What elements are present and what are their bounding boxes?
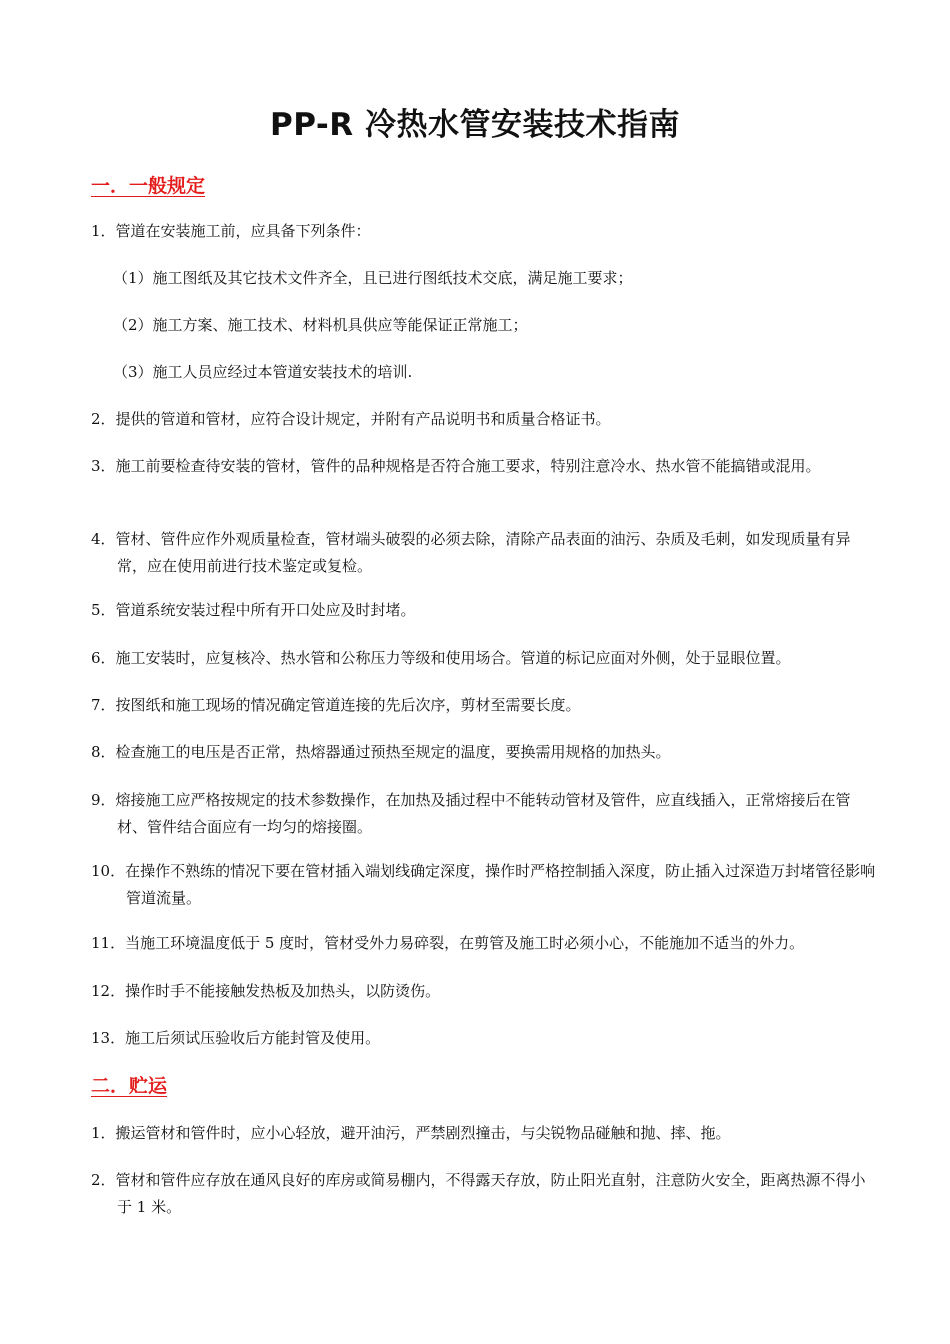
- item-number: 8．: [91, 743, 116, 761]
- section-heading-general: 一．一般规定: [91, 175, 206, 197]
- list-item: [91, 739, 871, 766]
- item-number: 9．: [91, 791, 116, 809]
- item-text: 施工后须试压验收后方能封管及使用。: [125, 1029, 381, 1047]
- item-text: 搬运管材和管件时，应小心轻放，避开油污，严禁剧烈撞击，与尖锐物品碰触和抛、摔、拖。: [115, 1124, 731, 1142]
- item-number: 13．: [91, 1029, 126, 1047]
- item-text: 提供的管道和管材，应符合设计规定，并附有产品说明书和质量合格证书。: [115, 410, 611, 428]
- item-number: （3）: [113, 363, 153, 381]
- item-number: 1．: [91, 222, 116, 240]
- item-number: 2．: [91, 1171, 116, 1189]
- item-text: 按图纸和施工现场的情况确定管道连接的先后次序，剪材至需要长度。: [115, 696, 581, 714]
- list-item: [91, 692, 871, 719]
- sub-item: [113, 359, 873, 386]
- item-text: 施工前要检查待安装的管材，管件的品种规格是否符合施工要求，特别注意冷水、热水管不能搞错或混用。: [115, 457, 821, 475]
- item-text: 施工方案、施工技术、材料机具供应等能保证正常施工；: [152, 316, 528, 334]
- list-item: [91, 453, 871, 480]
- item-text: 施工图纸及其它技术文件齐全，且已进行图纸技术交底，满足施工要求；: [152, 269, 633, 287]
- list-item: [91, 787, 871, 841]
- item-text: 施工人员应经过本管道安装技术的培训.: [152, 363, 413, 381]
- list-item: [91, 930, 896, 957]
- item-text: 在操作不熟练的情况下要在管材插入端划线确定深度，操作时严格控制插入深度，防止插入过深造万封堵管径影响管道流量。: [125, 862, 876, 907]
- item-number: 2．: [91, 410, 116, 428]
- sub-item: [113, 312, 873, 339]
- section-heading-storage: 二．贮运: [91, 1075, 168, 1097]
- item-number: 12．: [91, 982, 126, 1000]
- item-number: （2）: [113, 316, 153, 334]
- item-text: 管材、管件应作外观质量检查，管材端头破裂的必须去除，清除产品表面的油污、杂质及毛刺，如发现质量有异常，应在使用前进行技术鉴定或复检。: [115, 530, 851, 575]
- item-number: 4．: [91, 530, 116, 548]
- list-item: [91, 858, 880, 912]
- document-title: PP-R 冷热水管安装技术指南: [270, 107, 680, 143]
- list-item: [91, 406, 871, 433]
- item-text: 熔接施工应严格按规定的技术参数操作，在加热及插过程中不能转动管材及管件，应直线插入，正常熔接后在管材、管件结合面应有一均匀的熔接圈。: [115, 791, 851, 836]
- list-item: [91, 597, 871, 624]
- list-item: [91, 978, 880, 1005]
- list-item: [91, 526, 871, 580]
- item-number: 7．: [91, 696, 116, 714]
- item-number: （1）: [113, 269, 153, 287]
- item-number: 11．: [91, 934, 126, 952]
- item-text: 施工安装时，应复核冷、热水管和公称压力等级和使用场合。管道的标记应面对外侧，处于显眼位置。: [115, 649, 791, 667]
- item-number: 3．: [91, 457, 116, 475]
- sub-item: [113, 265, 873, 292]
- list-item: [91, 1167, 871, 1221]
- item-text: 管道系统安装过程中所有开口处应及时封堵。: [115, 601, 416, 619]
- item-number: 10．: [91, 862, 126, 880]
- item-text: 管材和管件应存放在通风良好的库房或简易棚内，不得露天存放，防止阳光直射，注意防火安全，距离热源不得小于 1 米。: [115, 1171, 866, 1216]
- item-number: 5．: [91, 601, 116, 619]
- item-text: 检查施工的电压是否正常，热熔器通过预热至规定的温度，要换需用规格的加热头。: [115, 743, 671, 761]
- item-text: 管道在安装施工前，应具备下列条件：: [115, 222, 371, 240]
- list-item: [91, 1120, 871, 1147]
- list-item: [91, 1025, 880, 1052]
- list-item: [91, 645, 871, 672]
- item-text: 当施工环境温度低于 5 度时，管材受外力易碎裂，在剪管及施工时必须小心，不能施加不适当的外力。: [125, 934, 805, 952]
- list-item: [91, 218, 871, 245]
- item-text: 操作时手不能接触发热板及加热头，以防烫伤。: [125, 982, 441, 1000]
- item-number: 6．: [91, 649, 116, 667]
- item-number: 1．: [91, 1124, 116, 1142]
